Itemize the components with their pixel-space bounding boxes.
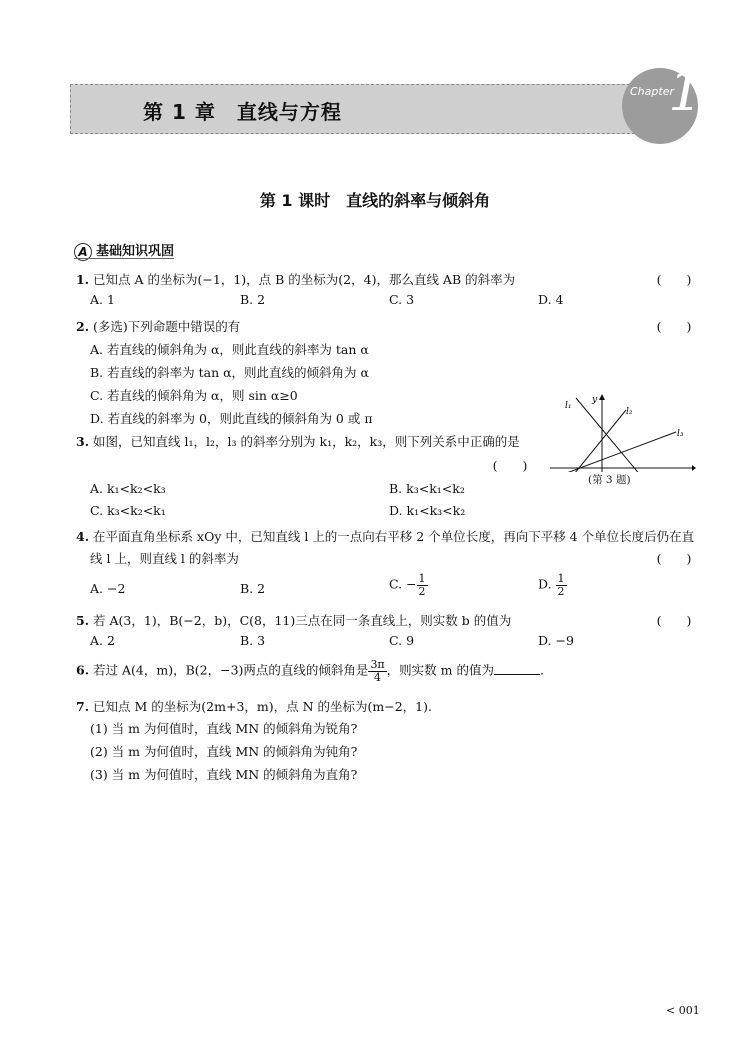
- answer-paren: ( ): [656, 613, 692, 628]
- question-6: [76, 659, 544, 683]
- option-c: C. 9: [389, 633, 415, 648]
- question-text: 在平面直角坐标系 xOy 中，已知直线 l 上的一点向右平移 2 个单位长度，再向下平移 4 个单位长度后仍在直: [93, 529, 695, 544]
- question-number: 6.: [76, 662, 90, 678]
- question-text: 如图，已知直线 l₁，l₂，l₃ 的斜率分别为 k₁，k₂，k₃，则下列关系中正确的是: [93, 434, 520, 449]
- option-d: D. k₁<k₃<k₂: [389, 503, 466, 518]
- question-3: [76, 432, 520, 450]
- option-d-prefix: D.: [538, 576, 556, 592]
- answer-paren: ( ): [656, 272, 692, 287]
- question-number: 5.: [76, 613, 90, 628]
- label-y: y: [592, 395, 598, 405]
- page-number: < 001: [666, 1004, 700, 1017]
- fraction-numerator: 3π: [370, 658, 385, 671]
- answer-paren: ( ): [656, 551, 692, 566]
- option-d: D. 4: [538, 292, 564, 307]
- option-a: A. 2: [90, 633, 115, 648]
- question-number: 1.: [76, 272, 90, 287]
- label-l1: l₁: [565, 401, 572, 411]
- question-1: [76, 270, 515, 288]
- lesson-title: 第 1 课时 直线的斜率与倾斜角: [259, 191, 491, 210]
- question-text: 若 A(3，1)，B(−2，b)，C(8，11)三点在同一条直线上，则实数 b 的值为: [93, 613, 512, 628]
- option-a: A. −2: [90, 581, 126, 596]
- fraction: [556, 573, 567, 597]
- option-b: B. 若直线的斜率为 tan α，则此直线的倾斜角为 α: [90, 365, 369, 380]
- line-l1: [576, 398, 646, 472]
- fraction: [368, 659, 386, 683]
- option-a: A. 若直线的倾斜角为 α，则此直线的斜率为 tan α: [90, 342, 369, 357]
- question-7: [76, 697, 432, 715]
- fraction-denominator: 2: [418, 584, 426, 598]
- question-4: [76, 527, 694, 545]
- chapter-badge-number: 1: [668, 59, 704, 124]
- chapter-badge-word: Chapter: [630, 85, 674, 98]
- option-c: C. k₃<k₂<k₁: [90, 503, 166, 518]
- question-text-post: ，则实数 m 的值为: [386, 662, 494, 678]
- option-b: B. 2: [240, 292, 266, 307]
- fraction-numerator: 1: [418, 572, 426, 585]
- answer-paren: ( ): [492, 458, 528, 473]
- question-number: 7.: [76, 699, 90, 714]
- label-l3: l₃: [677, 429, 684, 439]
- question-4-continued: 线 l 上，则直线 l 的斜率为: [90, 551, 239, 566]
- option-b: B. k₃<k₁<k₂: [389, 481, 465, 496]
- section-a-icon: A: [74, 243, 92, 261]
- option-c: [389, 573, 428, 597]
- option-b: B. 2: [240, 581, 266, 596]
- answer-paren: ( ): [656, 319, 692, 334]
- fraction-denominator: 4: [374, 670, 382, 684]
- question-5: [76, 611, 511, 629]
- question-number: 3.: [76, 434, 90, 449]
- figure-caption: (第 3 题): [588, 474, 631, 486]
- option-c-prefix: C. −: [389, 576, 417, 592]
- question-number: 4.: [76, 529, 90, 544]
- option-c: C. 3: [389, 292, 415, 307]
- question-text: 已知点 M 的坐标为(2m+3，m)，点 N 的坐标为(m−2，1).: [93, 699, 432, 714]
- section-underline: [74, 258, 174, 259]
- sub-question-2: (2) 当 m 为何值时，直线 MN 的倾斜角为钝角?: [90, 744, 358, 759]
- line-l2: [566, 410, 626, 472]
- question-text: 若过 A(4，m)，B(2，−3)两点的直线的倾斜角是: [93, 662, 369, 678]
- option-a: A. 1: [90, 292, 115, 307]
- option-c: C. 若直线的倾斜角为 α，则 sin α≥0: [90, 388, 298, 403]
- q3-figure: [546, 392, 696, 472]
- answer-blank: [494, 662, 540, 675]
- chapter-title: 第 1 章 直线与方程: [143, 100, 342, 124]
- question-text: 已知点 A 的坐标为(−1，1)，点 B 的坐标为(2，4)，那么直线 AB 的斜率为: [93, 272, 516, 287]
- section-title: 基础知识巩固: [96, 244, 175, 259]
- question-2: [76, 317, 240, 335]
- line-l3: [548, 432, 676, 472]
- option-a: A. k₁<k₂<k₃: [90, 481, 166, 496]
- fraction-denominator: 2: [557, 584, 565, 598]
- sub-question-3: (3) 当 m 为何值时，直线 MN 的倾斜角为直角?: [90, 767, 358, 782]
- question-number: 2.: [76, 319, 90, 334]
- fraction-numerator: 1: [557, 572, 565, 585]
- option-b: B. 3: [240, 633, 266, 648]
- y-axis-arrow: [599, 394, 605, 400]
- fraction: [417, 573, 428, 597]
- sub-question-1: (1) 当 m 为何值时，直线 MN 的倾斜角为锐角?: [90, 721, 358, 736]
- label-l2: l₂: [626, 407, 633, 417]
- option-d: D. 若直线的斜率为 0，则此直线的倾斜角为 0 或 π: [90, 411, 373, 426]
- question-end: .: [539, 662, 544, 678]
- question-text: (多选)下列命题中错误的有: [93, 319, 241, 334]
- option-d: [538, 573, 567, 597]
- option-d: D. −9: [538, 633, 574, 648]
- x-axis-arrow: [692, 465, 696, 471]
